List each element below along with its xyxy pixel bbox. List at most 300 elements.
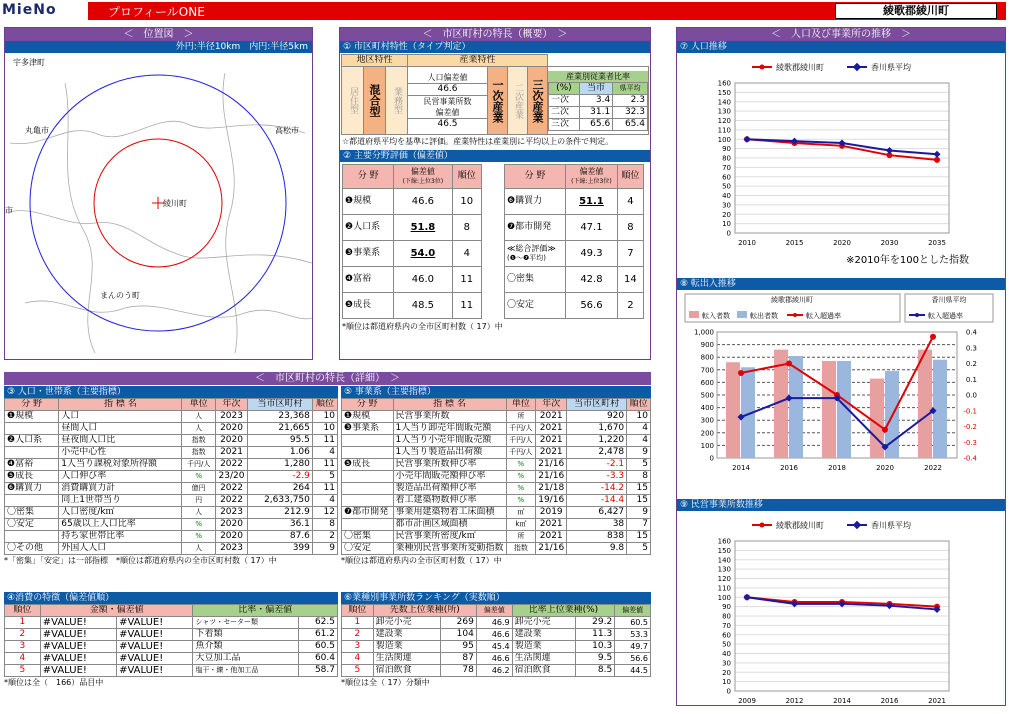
table-cell: 15: [627, 495, 651, 507]
overview-section: [339, 27, 651, 360]
location-map[interactable]: [5, 53, 312, 358]
table-cell: 58.7: [299, 665, 338, 677]
emp-row-label: 二次: [549, 106, 580, 118]
table-cell: ❼都市開発: [342, 507, 394, 519]
table-cell: -14.4: [567, 495, 627, 507]
y-tick-label: 400: [700, 404, 714, 413]
y-tick-label: 900: [700, 341, 714, 350]
rank-section: [341, 592, 651, 688]
table-cell: ❺成長: [342, 459, 394, 471]
rank-head: ⑥業種別事業所数ランキング（実数順）: [341, 592, 651, 604]
y-tick-label: 70: [722, 163, 731, 172]
legend-label: 綾歌郡綾川町: [776, 521, 824, 530]
table-cell: 円: [182, 495, 215, 507]
table-cell: 民営事業所数: [393, 411, 506, 423]
type-mixed: 混合型: [364, 67, 386, 135]
cons-section: [4, 592, 338, 688]
pop-head: ③ 人口・世帯系（主要指標）: [4, 386, 338, 398]
y-tick-label: 20: [722, 668, 731, 677]
table-cell: %: [506, 483, 536, 495]
emp-cur-val: 3.4: [579, 94, 612, 106]
table-cell: 4: [627, 435, 651, 447]
legend-label: 転出者数: [750, 312, 778, 320]
legend-marker: [915, 313, 919, 317]
table-cell: 9: [312, 543, 337, 555]
y-tick-label: 160: [717, 537, 731, 546]
trend-section: [676, 27, 1006, 706]
table-cell: 指数: [506, 543, 536, 555]
y-tick-label: 110: [717, 584, 731, 593]
y-tick-label: 150: [717, 546, 731, 555]
table-cell: 製造品出荷額伸び率: [393, 483, 506, 495]
table-cell: 宿泊飲食: [373, 665, 440, 677]
table-cell: 1.06: [248, 447, 313, 459]
table-cell: 消費購買力計: [59, 483, 182, 495]
pop-table: [4, 398, 338, 555]
col-header: 偏差値: [615, 605, 651, 617]
eval-field: ❹富裕: [343, 267, 394, 293]
col-header: 分 野: [342, 399, 394, 411]
table-cell: 生活関連: [373, 653, 440, 665]
data-point: [743, 136, 750, 143]
y-tick-label: 40: [722, 192, 731, 200]
table-cell: 2,478: [567, 447, 627, 459]
table-cell: 千円/人: [506, 435, 536, 447]
table-cell: 億円: [182, 483, 215, 495]
col-header: 金額・偏差値: [40, 605, 193, 617]
table-cell: 〇その他: [5, 543, 59, 555]
col-header: 順位: [342, 605, 374, 617]
eval-rank: 14: [617, 267, 643, 293]
eval-rank: 10: [452, 189, 481, 215]
y-tick-label: 200: [700, 429, 714, 438]
eval-field: [505, 241, 566, 267]
y-tick-label: 50: [722, 182, 731, 191]
table-cell: -3.3: [567, 471, 627, 483]
industry-primary: 一次産業: [488, 67, 508, 135]
eval-table-right: [504, 164, 644, 319]
table-cell: 29.2: [576, 617, 615, 629]
col-header: 指 標 名: [393, 399, 506, 411]
table-cell: 魚介類: [193, 641, 299, 653]
col-header: 比率・偏差値: [193, 605, 338, 617]
table-cell: %: [506, 495, 536, 507]
industry-label: 産業特性: [408, 55, 548, 67]
emp-avg: 県平均: [613, 82, 648, 94]
table-cell: 昼夜間人口比: [59, 435, 182, 447]
table-cell: 10: [312, 423, 337, 435]
col-header: 単位: [506, 399, 536, 411]
pop-dev: 46.6: [408, 84, 487, 96]
table-cell: 21/16: [536, 543, 567, 555]
table-cell: 4: [312, 447, 337, 459]
table-cell: 2: [312, 531, 337, 543]
col-header: 比率上位業種(%): [512, 605, 615, 617]
rank-table: [341, 604, 651, 677]
table-cell: 昼間人口: [59, 423, 182, 435]
emp-row-label: 一次: [549, 94, 580, 106]
bar: [933, 360, 947, 458]
table-cell: ㎡: [506, 507, 536, 519]
table-cell: 920: [567, 411, 627, 423]
legend-marker: [760, 523, 765, 528]
bar: [822, 361, 836, 458]
eval-value: 51.1: [566, 189, 618, 215]
table-cell: 民営事業所密度/k㎡: [393, 531, 506, 543]
table-cell: 〇安定: [5, 519, 59, 531]
y-tick-label: 160: [717, 79, 731, 88]
type-table: [341, 54, 649, 135]
cons-note: *順位は全（ 166）品目中: [4, 678, 104, 687]
legend-marker: [793, 313, 797, 317]
legend-label: 香川県平均: [871, 521, 911, 530]
eval-field: ❺成長: [343, 293, 394, 319]
eval-col-field: 分 野: [505, 165, 566, 189]
map-section: [4, 27, 313, 360]
y-tick-label: 1,000: [693, 328, 714, 337]
table-cell: 2021: [536, 531, 567, 543]
table-cell: 10: [627, 411, 651, 423]
table-cell: 2023: [215, 411, 247, 423]
pop-section: [4, 386, 338, 566]
table-cell: 60.4: [299, 653, 338, 665]
trend-title: ＜ 人口及び事業所の推移 ＞: [677, 28, 1005, 41]
table-cell: 宿泊飲食: [512, 665, 576, 677]
table-cell: 269: [440, 617, 476, 629]
y-tick-label: 800: [700, 353, 714, 362]
y2-tick-label: 0.3: [965, 344, 977, 353]
y2-tick-label: 0.2: [965, 360, 977, 368]
table-cell: -2.9: [248, 471, 313, 483]
eval-value: 46.0: [394, 267, 452, 293]
population-chart: [677, 53, 1005, 275]
table-cell: #VALUE!: [40, 629, 116, 641]
y2-tick-label: 0.0: [965, 391, 977, 400]
table-cell: 12: [312, 507, 337, 519]
y-tick-label: 10: [722, 678, 731, 687]
establishment-chart: [677, 511, 1005, 711]
table-cell: 5: [627, 459, 651, 471]
table-cell: 2: [5, 629, 41, 641]
table-cell: %: [182, 519, 215, 531]
table-cell: 21,665: [248, 423, 313, 435]
eval-rank: 11: [452, 267, 481, 293]
y-tick-label: 150: [717, 88, 731, 97]
table-cell: 2022: [215, 495, 247, 507]
table-cell: 1人当り小売年間販売額: [393, 435, 506, 447]
table-cell: 2,633,750: [248, 495, 313, 507]
eval-table-left: [342, 164, 482, 319]
table-cell: 小売中心性: [59, 447, 182, 459]
table-cell: #VALUE!: [40, 653, 116, 665]
chart3-head: ⑨ 民営事業所数推移: [677, 499, 1005, 511]
pop-note: *「密集」「安定」は一部指標 *順位は都道府県内の全市区町村数（ 17）中: [4, 556, 277, 565]
table-cell: #VALUE!: [117, 665, 193, 677]
table-cell: 建設業: [512, 629, 576, 641]
table-cell: 62.5: [299, 617, 338, 629]
y-tick-label: 0: [726, 687, 731, 696]
table-cell: 2021: [536, 411, 567, 423]
table-cell: 2022: [215, 483, 247, 495]
rank-note: *順位は全（ 17）分類中: [341, 678, 430, 687]
y-tick-label: 110: [717, 126, 731, 135]
type-residential: 居住型: [342, 67, 364, 135]
y-tick-label: 10: [722, 220, 731, 229]
table-cell: 指数: [182, 447, 215, 459]
legend-marker: [737, 311, 747, 318]
table-cell: %: [506, 471, 536, 483]
table-cell: 1人当り課税対象所得額: [59, 459, 182, 471]
table-cell: 小売年間販売額伸び率: [393, 471, 506, 483]
table-cell: ❻購買力: [5, 483, 59, 495]
eval-value: 51.8: [394, 215, 452, 241]
eval-value: 54.0: [394, 241, 452, 267]
bar: [726, 362, 740, 458]
y-tick-label: 60: [722, 631, 731, 640]
y-tick-label: 600: [700, 378, 714, 387]
data-point: [743, 594, 750, 601]
eval-field-sub: (❶〜❼平均): [507, 254, 547, 262]
table-cell: 399: [248, 543, 313, 555]
table-cell: 11: [312, 483, 337, 495]
table-cell: 〇密集: [5, 507, 59, 519]
x-tick-label: 2009: [738, 697, 756, 705]
eval-rank: 11: [452, 293, 481, 319]
emp-avg-val: 65.4: [613, 118, 648, 130]
table-cell: 2023: [215, 543, 247, 555]
eval-value: 47.1: [566, 215, 618, 241]
table-cell: 56.6: [615, 653, 651, 665]
map-label: 宇多津町: [13, 58, 45, 67]
y-tick-label: 80: [722, 612, 731, 621]
emp-cur: 当市: [579, 82, 612, 94]
table-cell: 2019: [536, 507, 567, 519]
table-cell: 下着類: [193, 629, 299, 641]
table-cell: 2023: [215, 507, 247, 519]
y-tick-label: 100: [717, 135, 731, 144]
bar: [918, 350, 932, 458]
map-title: ＜ 位置図 ＞: [5, 28, 312, 41]
type-head: ① 市区町村特性（タイプ判定）: [340, 41, 650, 53]
table-cell: 2021: [536, 423, 567, 435]
table-cell: 5: [312, 471, 337, 483]
y-tick-label: 120: [717, 117, 731, 125]
eval-note: *順位は都道府県内の全市区町村数（ 17）中: [342, 322, 503, 331]
y2-tick-label: -0.3: [963, 438, 977, 447]
chart-note: ※2010年を100とした指数: [846, 255, 969, 266]
y-tick-label: 30: [722, 201, 731, 210]
table-cell: 838: [567, 531, 627, 543]
eval-field: ≪総合評価≫: [507, 244, 556, 253]
y-tick-label: 0: [709, 454, 714, 463]
table-cell: 人口密度/k㎡: [59, 507, 182, 519]
table-cell: 人: [182, 507, 215, 519]
table-cell: 2: [342, 629, 374, 641]
map-label: まんのう町: [100, 291, 140, 300]
table-cell: [5, 495, 59, 507]
legend-marker: [853, 63, 861, 71]
table-cell: 21/16: [536, 459, 567, 471]
table-cell: 10.3: [576, 641, 615, 653]
x-tick-label: 2016: [780, 464, 798, 472]
table-cell: 事業用建築物着工床面積: [393, 507, 506, 519]
table-cell: 〇密集: [342, 531, 394, 543]
col-header: 単位: [182, 399, 215, 411]
x-tick-label: 2016: [880, 697, 899, 705]
table-cell: k㎡: [506, 519, 536, 531]
table-cell: 212.9: [248, 507, 313, 519]
table-cell: #VALUE!: [40, 641, 116, 653]
y-tick-label: 30: [722, 659, 731, 668]
table-cell: 60.5: [299, 641, 338, 653]
chart2-head: ⑧ 転出入推移: [677, 278, 1005, 290]
y-tick-label: 40: [722, 650, 731, 658]
table-cell: 2020: [215, 423, 247, 435]
legend-label: 転入超過率: [928, 312, 963, 320]
legend-group: 香川県平均: [931, 296, 967, 304]
eval-value: 48.5: [394, 293, 452, 319]
table-cell: %: [182, 471, 215, 483]
col-header: 順位: [5, 605, 41, 617]
emp-row-label: 三次: [549, 118, 580, 130]
table-cell: 2021: [536, 519, 567, 531]
table-cell: [342, 447, 394, 459]
y-tick-label: 90: [722, 145, 731, 154]
cons-table: [4, 604, 338, 677]
table-cell: ❶規模: [342, 411, 394, 423]
pop-dev-label: 人口偏差値: [408, 72, 487, 84]
eval-rank: 7: [617, 241, 643, 267]
table-cell: #VALUE!: [117, 617, 193, 629]
table-cell: 45.4: [476, 641, 512, 653]
biz-table: [341, 398, 651, 555]
table-cell: #VALUE!: [117, 641, 193, 653]
legend-label: 転入超過率: [806, 312, 841, 320]
table-cell: 95.5: [248, 435, 313, 447]
x-tick-label: 2015: [785, 239, 804, 247]
app-title: プロフィールONE: [108, 5, 205, 19]
table-cell: 1: [5, 617, 41, 629]
col-header: 当市区町村: [567, 399, 627, 411]
eval-rank: 8: [617, 215, 643, 241]
y-tick-label: 140: [717, 556, 731, 565]
table-cell: 千円/人: [506, 447, 536, 459]
emp-cur-val: 31.1: [579, 106, 612, 118]
table-cell: 4: [5, 653, 41, 665]
x-tick-label: 2014: [732, 464, 750, 472]
x-tick-label: 2010: [738, 239, 756, 247]
table-cell: 人口: [59, 411, 182, 423]
table-cell: 21/18: [536, 483, 567, 495]
col-header: 分 野: [5, 399, 59, 411]
industry-secondary: 二次産業: [508, 67, 528, 135]
table-cell: 104: [440, 629, 476, 641]
map-label: 市: [5, 206, 13, 215]
table-cell: 65歳以上人口比率: [59, 519, 182, 531]
table-cell: 53.3: [615, 629, 651, 641]
table-cell: 生活関連: [512, 653, 576, 665]
table-cell: 2020: [215, 531, 247, 543]
eval-rank: 4: [452, 241, 481, 267]
y-tick-label: 100: [700, 441, 714, 450]
eval-field: 〇密集: [505, 267, 566, 293]
x-tick-label: 2020: [833, 239, 851, 247]
table-cell: 人: [182, 423, 215, 435]
town-name: 綾歌郡綾川町: [835, 3, 997, 19]
y-tick-label: 70: [722, 621, 731, 630]
table-cell: 10: [312, 411, 337, 423]
col-header: 順位: [312, 399, 337, 411]
eval-col-field: 分 野: [343, 165, 394, 189]
table-cell: 21/16: [536, 471, 567, 483]
legend-label: 転入者数: [702, 312, 730, 320]
legend-group: 綾歌郡綾川町: [771, 296, 813, 304]
x-tick-label: 2020: [876, 464, 894, 472]
col-header: 年次: [215, 399, 247, 411]
y-tick-label: 0: [726, 229, 731, 238]
col-header: 指 標 名: [59, 399, 182, 411]
table-cell: [342, 495, 394, 507]
mieno-logo: MieNo: [2, 2, 57, 18]
migration-chart: [677, 290, 1005, 496]
y-tick-label: 130: [717, 565, 731, 574]
table-cell: 46.6: [476, 653, 512, 665]
emp-avg-val: 32.3: [613, 106, 648, 118]
legend-marker: [760, 65, 765, 70]
legend-marker: [853, 521, 861, 529]
table-cell: #VALUE!: [117, 653, 193, 665]
table-cell: 7: [627, 519, 651, 531]
col-header: 順位: [627, 399, 651, 411]
y-tick-label: 100: [717, 593, 731, 602]
eval-col-rank: 順位: [617, 165, 643, 189]
eval-rank: 4: [617, 189, 643, 215]
table-cell: 製造業: [373, 641, 440, 653]
table-cell: 38: [567, 519, 627, 531]
table-cell: 87: [440, 653, 476, 665]
table-cell: 9: [627, 507, 651, 519]
table-cell: 着工建築物数伸び率: [393, 495, 506, 507]
table-cell: 49.7: [615, 641, 651, 653]
est-dev: 46.5: [437, 118, 458, 129]
biz-section: [341, 386, 651, 566]
table-cell: 11.3: [576, 629, 615, 641]
table-cell: 11: [312, 459, 337, 471]
data-point: [886, 147, 893, 154]
table-cell: 所: [506, 531, 536, 543]
detail-title: ＜ 市区町村の特長（詳細） ＞: [4, 372, 651, 385]
y2-tick-label: 0.1: [965, 375, 977, 384]
data-point: [738, 370, 744, 376]
table-cell: 建設業: [373, 629, 440, 641]
y2-tick-label: -0.2: [963, 423, 977, 431]
table-cell: 9.8: [567, 543, 627, 555]
eval-field: 〇安定: [505, 293, 566, 319]
col-header: 当市区町村: [248, 399, 313, 411]
table-cell: 8: [627, 471, 651, 483]
emp-cur-val: 65.6: [579, 118, 612, 130]
map-radius-note: 外円:半径10km 内円:半径5km: [5, 41, 312, 53]
table-cell: 60.5: [615, 617, 651, 629]
y-tick-label: 120: [717, 575, 731, 583]
legend-label: 香川県平均: [871, 63, 911, 72]
table-cell: 4: [342, 653, 374, 665]
table-cell: 民営事業所数伸び率: [393, 459, 506, 471]
table-cell: 持ち家世帯比率: [59, 531, 182, 543]
table-cell: [5, 423, 59, 435]
table-cell: 5: [342, 665, 374, 677]
table-cell: 1: [342, 617, 374, 629]
